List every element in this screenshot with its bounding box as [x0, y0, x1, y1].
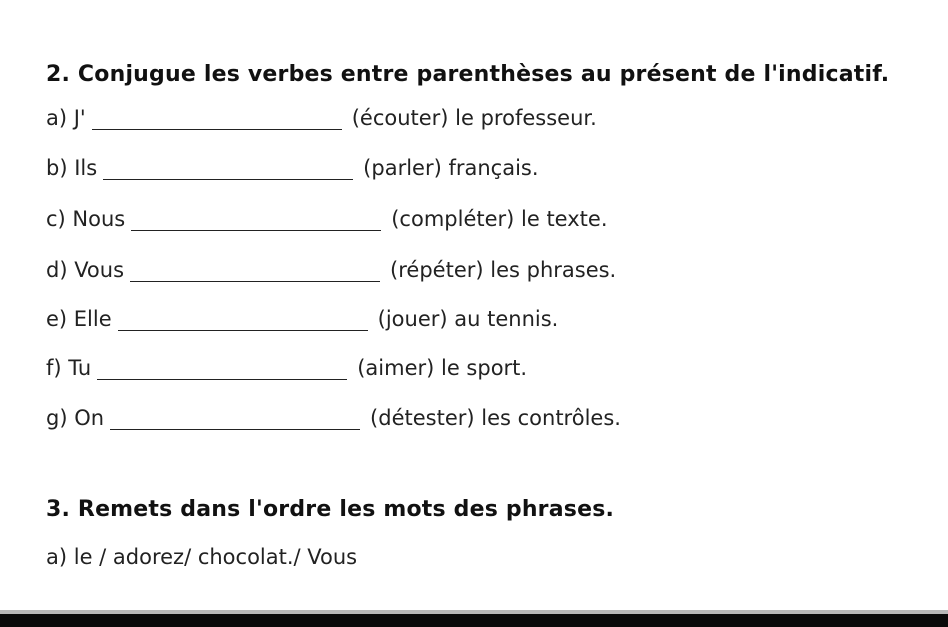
item-hint: (détester) les contrôles.: [370, 406, 621, 430]
exercise-2-item-b: [46, 152, 539, 180]
bottom-edge-bar: [0, 614, 948, 627]
item-label: a) le / adorez/ chocolat./ Vous: [46, 545, 358, 569]
item-label: e) Elle: [46, 307, 112, 331]
exercise-2-item-c: [46, 203, 608, 231]
item-hint: (écouter) le professeur.: [351, 106, 597, 130]
item-label: c) Nous: [46, 207, 126, 231]
exercise-2-item-d: [46, 254, 616, 282]
item-hint: (jouer) au tennis.: [377, 307, 559, 331]
exercise-2-title: 2. Conjugue les verbes entre parenthèses au présent de l'indicatif.: [46, 62, 890, 87]
item-label: f) Tu: [46, 356, 92, 380]
answer-blank[interactable]: [92, 109, 342, 130]
item-hint: (compléter) le texte.: [391, 207, 608, 231]
answer-blank[interactable]: [131, 210, 381, 231]
answer-blank[interactable]: [97, 359, 347, 380]
exercise-2-item-a: [46, 102, 597, 130]
item-label: g) On: [46, 406, 105, 430]
answer-blank[interactable]: [110, 409, 360, 430]
exercise-3-title: 3. Remets dans l'ordre les mots des phrases.: [46, 497, 615, 522]
exercise-2-item-f: [46, 352, 527, 380]
exercise-2-item-e: [46, 303, 558, 331]
answer-blank[interactable]: [130, 261, 380, 282]
item-hint: (répéter) les phrases.: [390, 258, 617, 282]
answer-blank[interactable]: [118, 310, 368, 331]
item-label: d) Vous: [46, 258, 125, 282]
item-label: a) J': [46, 106, 86, 130]
exercise-3-item-a: [46, 541, 357, 569]
item-label: b) Ils: [46, 156, 98, 180]
item-hint: (parler) français.: [363, 156, 539, 180]
answer-blank[interactable]: [103, 159, 353, 180]
item-hint: (aimer) le sport.: [357, 356, 528, 380]
exercise-2-item-g: [46, 402, 621, 430]
